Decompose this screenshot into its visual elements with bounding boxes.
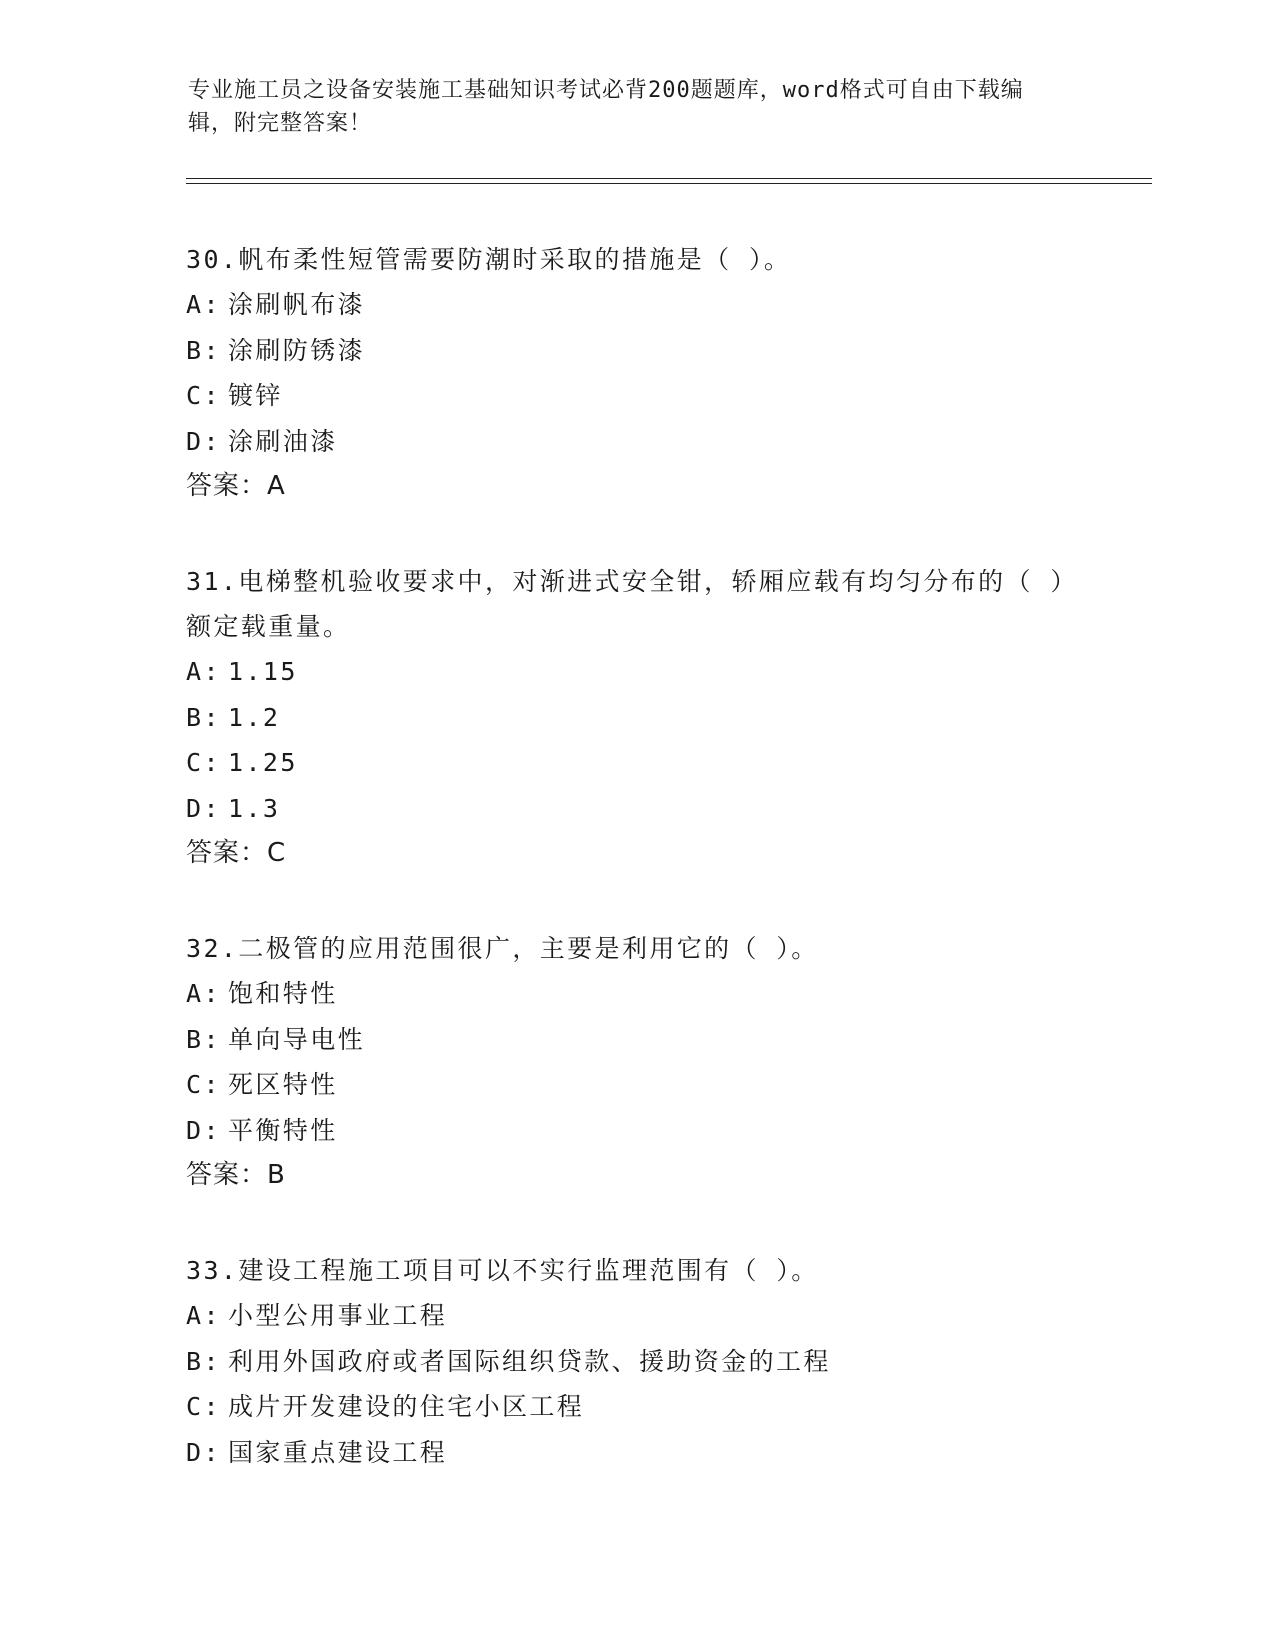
option-text: 镀锌 [228,381,283,410]
option-d [186,419,1086,465]
option-a [186,649,1086,695]
question-33 [186,1248,1086,1475]
option-b [186,1339,1086,1385]
question-30 [186,237,1086,509]
answer-line: 答案：C [186,838,287,868]
option-c [186,740,1086,786]
answer-line: 答案：A [186,471,286,501]
option-c [186,1384,1086,1430]
option-letter: A: [186,979,221,1008]
answer-line: 答案：B [186,1160,286,1190]
option-text: 国家重点建设工程 [228,1437,448,1467]
option-letter: A: [186,1301,221,1330]
option-d [186,1108,1086,1154]
question-stem: 32.二极管的应用范围很广，主要是利用它的（ ）。 [186,934,819,963]
option-letter: C: [186,1070,221,1099]
question-stem: 30.帆布柔性短管需要防潮时采取的措施是（ ）。 [186,245,792,274]
option-letter: D: [186,793,221,823]
option-text: 饱和特性 [228,979,338,1008]
option-text: 1.3 [228,793,281,823]
option-text: 成片开发建设的住宅小区工程 [228,1392,585,1421]
header-rule-bottom [186,183,1152,184]
option-a [186,282,1086,328]
question-list [186,237,1086,1525]
option-text: 小型公用事业工程 [228,1301,448,1330]
option-letter: C: [186,1392,221,1421]
option-a [186,1293,1086,1339]
option-text: 利用外国政府或者国际组织贷款、援助资金的工程 [228,1346,831,1376]
option-letter: C: [186,748,221,777]
question-31 [186,559,1086,876]
option-letter: D: [186,1115,221,1145]
question-stem: 31.电梯整机验收要求中，对渐进式安全钳，轿厢应载有均匀分布的（ ）额定载重量。 [186,567,1078,641]
option-b [186,1017,1086,1063]
option-b [186,328,1086,374]
option-letter: B: [186,702,221,732]
option-d [186,1430,1086,1476]
option-text: 1.2 [228,702,281,732]
option-c [186,1062,1086,1108]
option-letter: B: [186,1346,221,1376]
option-letter: B: [186,1024,221,1054]
option-text: 死区特性 [228,1070,338,1099]
option-text: 单向导电性 [228,1024,366,1054]
option-letter: D: [186,1437,221,1467]
document-intro: 专业施工员之设备安装施工基础知识考试必背200题题库，word格式可自由下载编辑，附完整答案！ [188,78,1024,136]
option-a [186,971,1086,1017]
question-stem: 33.建设工程施工项目可以不实行监理范围有（ ）。 [186,1256,819,1285]
option-letter: C: [186,381,221,410]
option-letter: B: [186,335,221,365]
option-d [186,786,1086,832]
option-text: 1.15 [228,657,298,686]
option-c [186,373,1086,419]
question-32 [186,926,1086,1198]
option-text: 涂刷油漆 [228,426,338,456]
option-text: 平衡特性 [228,1115,338,1145]
option-text: 1.25 [228,748,298,777]
option-letter: D: [186,426,221,456]
option-text: 涂刷帆布漆 [228,290,366,319]
header-rule-top [186,178,1152,179]
option-letter: A: [186,657,221,686]
option-text: 涂刷防锈漆 [228,335,366,365]
option-letter: A: [186,290,221,319]
option-b [186,695,1086,741]
